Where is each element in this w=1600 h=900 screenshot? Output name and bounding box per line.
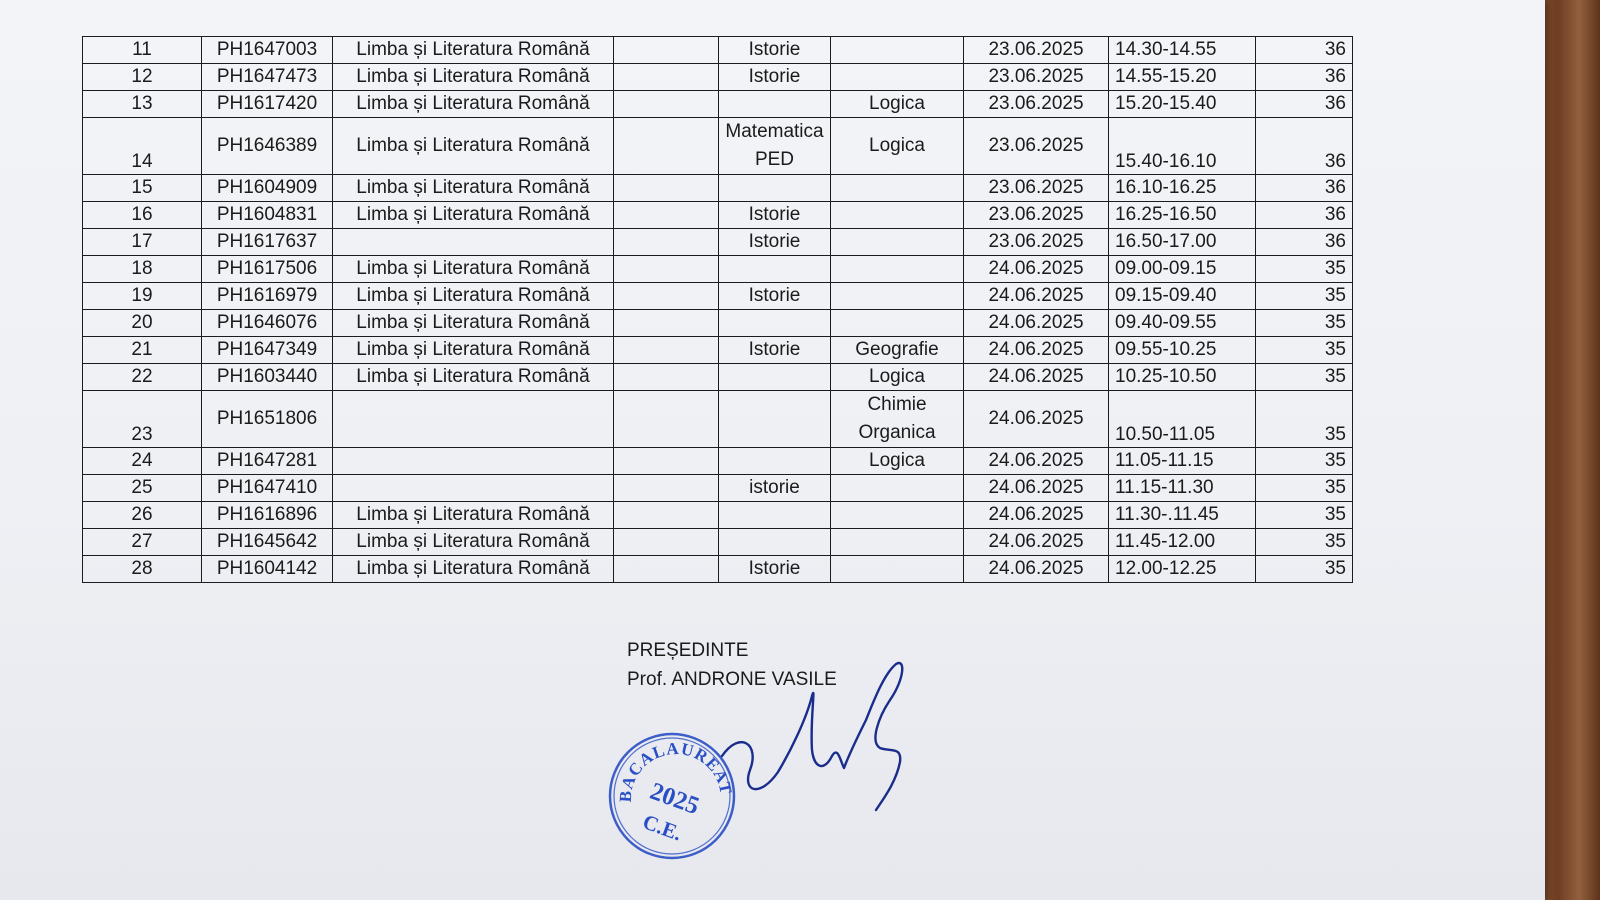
candidate-code-cell: PH1646389 xyxy=(202,118,333,175)
candidate-code-cell: PH1647410 xyxy=(202,475,333,502)
optional-subject-2-cell: Logica xyxy=(831,118,964,175)
time-slot-cell: 11.05-11.15 xyxy=(1109,448,1256,475)
empty-cell xyxy=(614,502,719,529)
optional-subject-1-cell: Istorie xyxy=(719,37,831,64)
candidate-code-cell: PH1647281 xyxy=(202,448,333,475)
candidate-code-cell: PH1647473 xyxy=(202,64,333,91)
exam-date-cell: 24.06.2025 xyxy=(964,364,1109,391)
empty-cell xyxy=(614,475,719,502)
row-number-cell: 21 xyxy=(83,337,202,364)
optional-subject-1-cell xyxy=(719,310,831,337)
optional-subject-2-cell xyxy=(831,529,964,556)
row-number-cell: 11 xyxy=(83,37,202,64)
row-number-cell: 12 xyxy=(83,64,202,91)
room-number-cell: 35 xyxy=(1256,448,1353,475)
subject-cell xyxy=(333,391,614,448)
subject-cell: Limba și Literatura Română xyxy=(333,502,614,529)
empty-cell xyxy=(614,364,719,391)
optional-subject-2-cell xyxy=(831,64,964,91)
time-slot-cell: 16.10-16.25 xyxy=(1109,175,1256,202)
handwritten-signature xyxy=(720,660,940,830)
room-number-cell: 35 xyxy=(1256,391,1353,448)
row-number-cell: 17 xyxy=(83,229,202,256)
time-slot-cell: 11.45-12.00 xyxy=(1109,529,1256,556)
row-number-cell: 14 xyxy=(83,118,202,175)
subject-cell: Limba și Literatura Română xyxy=(333,202,614,229)
row-number-cell: 16 xyxy=(83,202,202,229)
table-row xyxy=(83,202,1353,229)
time-slot-cell: 09.55-10.25 xyxy=(1109,337,1256,364)
empty-cell xyxy=(614,448,719,475)
optional-subject-2-cell: Logica xyxy=(831,91,964,118)
subject-cell: Limba și Literatura Română xyxy=(333,310,614,337)
table-row xyxy=(83,64,1353,91)
subject-cell xyxy=(333,229,614,256)
optional-subject-2-cell: Geografie xyxy=(831,337,964,364)
exam-date-cell: 24.06.2025 xyxy=(964,475,1109,502)
room-number-cell: 35 xyxy=(1256,556,1353,583)
time-slot-cell: 11.15-11.30 xyxy=(1109,475,1256,502)
empty-cell xyxy=(614,37,719,64)
time-slot-cell: 16.25-16.50 xyxy=(1109,202,1256,229)
exam-date-cell: 24.06.2025 xyxy=(964,337,1109,364)
optional-subject-2-cell xyxy=(831,202,964,229)
candidate-code-cell: PH1604142 xyxy=(202,556,333,583)
optional-subject-2-cell: Logica xyxy=(831,448,964,475)
table-row xyxy=(83,391,1353,448)
candidate-code-cell: PH1617506 xyxy=(202,256,333,283)
candidate-code-cell: PH1617420 xyxy=(202,91,333,118)
exam-date-cell: 23.06.2025 xyxy=(964,118,1109,175)
candidate-code-cell: PH1603440 xyxy=(202,364,333,391)
empty-cell xyxy=(614,529,719,556)
optional-subject-1-cell: Istorie xyxy=(719,202,831,229)
exam-date-cell: 24.06.2025 xyxy=(964,556,1109,583)
room-number-cell: 35 xyxy=(1256,529,1353,556)
optional-subject-2-cell xyxy=(831,256,964,283)
optional-subject-1-cell: Istorie xyxy=(719,337,831,364)
time-slot-cell: 09.40-09.55 xyxy=(1109,310,1256,337)
exam-date-cell: 23.06.2025 xyxy=(964,64,1109,91)
time-slot-cell: 14.55-15.20 xyxy=(1109,64,1256,91)
subject-cell xyxy=(333,475,614,502)
optional-subject-1-cell xyxy=(719,175,831,202)
optional-subject-2-cell xyxy=(831,283,964,310)
optional-subject-2-cell xyxy=(831,310,964,337)
row-number-cell: 23 xyxy=(83,391,202,448)
empty-cell xyxy=(614,118,719,175)
table-row xyxy=(83,37,1353,64)
exam-schedule-table xyxy=(82,36,1353,583)
subject-cell: Limba și Literatura Română xyxy=(333,529,614,556)
empty-cell xyxy=(614,64,719,91)
room-number-cell: 36 xyxy=(1256,229,1353,256)
table-row xyxy=(83,529,1353,556)
optional-subject-1-cell xyxy=(719,448,831,475)
subject-cell: Limba și Literatura Română xyxy=(333,37,614,64)
subject-cell: Limba și Literatura Română xyxy=(333,175,614,202)
time-slot-cell: 11.30-.11.45 xyxy=(1109,502,1256,529)
row-number-cell: 28 xyxy=(83,556,202,583)
room-number-cell: 36 xyxy=(1256,175,1353,202)
optional-subject-2-cell xyxy=(831,229,964,256)
empty-cell xyxy=(614,310,719,337)
room-number-cell: 36 xyxy=(1256,64,1353,91)
room-number-cell: 35 xyxy=(1256,337,1353,364)
time-slot-cell: 12.00-12.25 xyxy=(1109,556,1256,583)
row-number-cell: 20 xyxy=(83,310,202,337)
subject-cell: Limba și Literatura Română xyxy=(333,283,614,310)
candidate-code-cell: PH1647349 xyxy=(202,337,333,364)
room-number-cell: 35 xyxy=(1256,310,1353,337)
empty-cell xyxy=(614,556,719,583)
exam-date-cell: 23.06.2025 xyxy=(964,229,1109,256)
candidate-code-cell: PH1604831 xyxy=(202,202,333,229)
table-row xyxy=(83,475,1353,502)
exam-date-cell: 24.06.2025 xyxy=(964,529,1109,556)
table-row xyxy=(83,175,1353,202)
table-row xyxy=(83,229,1353,256)
subject-cell: Limba și Literatura Română xyxy=(333,256,614,283)
optional-subject-1-cell: Istorie xyxy=(719,556,831,583)
president-title: PREȘEDINTE xyxy=(627,640,749,661)
candidate-code-cell: PH1604909 xyxy=(202,175,333,202)
table-body xyxy=(83,37,1353,583)
empty-cell xyxy=(614,202,719,229)
row-number-cell: 15 xyxy=(83,175,202,202)
optional-subject-1-cell: Istorie xyxy=(719,283,831,310)
table-row xyxy=(83,448,1353,475)
empty-cell xyxy=(614,91,719,118)
bacalaureat-stamp xyxy=(606,730,738,862)
optional-subject-1-cell xyxy=(719,529,831,556)
candidate-code-cell: PH1646076 xyxy=(202,310,333,337)
candidate-code-cell: PH1647003 xyxy=(202,37,333,64)
subject-cell: Limba și Literatura Română xyxy=(333,364,614,391)
table-row xyxy=(83,337,1353,364)
room-number-cell: 35 xyxy=(1256,364,1353,391)
exam-date-cell: 24.06.2025 xyxy=(964,502,1109,529)
optional-subject-2-cell xyxy=(831,502,964,529)
table-row xyxy=(83,118,1353,175)
time-slot-cell: 09.15-09.40 xyxy=(1109,283,1256,310)
exam-date-cell: 24.06.2025 xyxy=(964,448,1109,475)
time-slot-cell: 10.50-11.05 xyxy=(1109,391,1256,448)
row-number-cell: 24 xyxy=(83,448,202,475)
room-number-cell: 36 xyxy=(1256,202,1353,229)
exam-date-cell: 23.06.2025 xyxy=(964,175,1109,202)
optional-subject-2-cell: Chimie Organica xyxy=(831,391,964,448)
optional-subject-2-cell: Logica xyxy=(831,364,964,391)
subject-cell: Limba și Literatura Română xyxy=(333,64,614,91)
empty-cell xyxy=(614,337,719,364)
optional-subject-1-cell xyxy=(719,502,831,529)
row-number-cell: 25 xyxy=(83,475,202,502)
row-number-cell: 13 xyxy=(83,91,202,118)
table-row xyxy=(83,91,1353,118)
empty-cell xyxy=(614,391,719,448)
optional-subject-1-cell xyxy=(719,91,831,118)
optional-subject-2-cell xyxy=(831,37,964,64)
candidate-code-cell: PH1617637 xyxy=(202,229,333,256)
time-slot-cell: 10.25-10.50 xyxy=(1109,364,1256,391)
row-number-cell: 27 xyxy=(83,529,202,556)
optional-subject-1-cell: Istorie xyxy=(719,64,831,91)
empty-cell xyxy=(614,229,719,256)
room-number-cell: 35 xyxy=(1256,475,1353,502)
time-slot-cell: 09.00-09.15 xyxy=(1109,256,1256,283)
subject-cell: Limba și Literatura Română xyxy=(333,337,614,364)
row-number-cell: 19 xyxy=(83,283,202,310)
stamp-bottom-text: C.E. xyxy=(639,809,686,846)
exam-date-cell: 24.06.2025 xyxy=(964,310,1109,337)
time-slot-cell: 15.20-15.40 xyxy=(1109,91,1256,118)
optional-subject-1-cell: istorie xyxy=(719,475,831,502)
exam-date-cell: 23.06.2025 xyxy=(964,37,1109,64)
room-number-cell: 36 xyxy=(1256,91,1353,118)
empty-cell xyxy=(614,175,719,202)
time-slot-cell: 15.40-16.10 xyxy=(1109,118,1256,175)
optional-subject-1-cell: Istorie xyxy=(719,229,831,256)
optional-subject-1-cell xyxy=(719,391,831,448)
exam-date-cell: 24.06.2025 xyxy=(964,283,1109,310)
table-row xyxy=(83,364,1353,391)
table-row xyxy=(83,502,1353,529)
candidate-code-cell: PH1616979 xyxy=(202,283,333,310)
table-row xyxy=(83,556,1353,583)
exam-date-cell: 23.06.2025 xyxy=(964,91,1109,118)
room-number-cell: 36 xyxy=(1256,118,1353,175)
stamp-top-text: BACALAUREAT xyxy=(615,738,736,803)
candidate-code-cell: PH1645642 xyxy=(202,529,333,556)
stamp-year: 2025 xyxy=(646,777,703,821)
row-number-cell: 22 xyxy=(83,364,202,391)
empty-cell xyxy=(614,283,719,310)
optional-subject-2-cell xyxy=(831,475,964,502)
optional-subject-1-cell xyxy=(719,364,831,391)
row-number-cell: 18 xyxy=(83,256,202,283)
exam-date-cell: 23.06.2025 xyxy=(964,202,1109,229)
optional-subject-1-cell xyxy=(719,256,831,283)
candidate-code-cell: PH1616896 xyxy=(202,502,333,529)
room-number-cell: 35 xyxy=(1256,502,1353,529)
room-number-cell: 35 xyxy=(1256,283,1353,310)
optional-subject-2-cell xyxy=(831,556,964,583)
subject-cell xyxy=(333,448,614,475)
exam-date-cell: 24.06.2025 xyxy=(964,256,1109,283)
president-name: Prof. ANDRONE VASILE xyxy=(627,669,837,690)
optional-subject-2-cell xyxy=(831,175,964,202)
room-number-cell: 35 xyxy=(1256,256,1353,283)
subject-cell: Limba și Literatura Română xyxy=(333,91,614,118)
subject-cell: Limba și Literatura Română xyxy=(333,556,614,583)
time-slot-cell: 14.30-14.55 xyxy=(1109,37,1256,64)
row-number-cell: 26 xyxy=(83,502,202,529)
table-row xyxy=(83,310,1353,337)
exam-date-cell: 24.06.2025 xyxy=(964,391,1109,448)
time-slot-cell: 16.50-17.00 xyxy=(1109,229,1256,256)
table-row xyxy=(83,283,1353,310)
room-number-cell: 36 xyxy=(1256,37,1353,64)
optional-subject-1-cell: Matematica PED xyxy=(719,118,831,175)
empty-cell xyxy=(614,256,719,283)
subject-cell: Limba și Literatura Română xyxy=(333,118,614,175)
candidate-code-cell: PH1651806 xyxy=(202,391,333,448)
table-row xyxy=(83,256,1353,283)
